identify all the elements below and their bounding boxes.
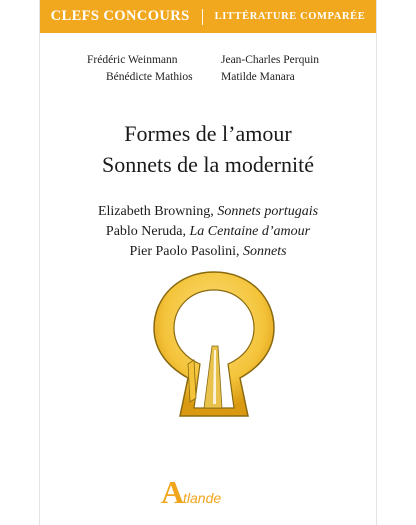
series-banner xyxy=(40,0,376,33)
work-title: La Centaine d’amour xyxy=(189,224,311,239)
keyhole-icon xyxy=(144,268,284,420)
author-name: Matilde Manara xyxy=(221,71,295,83)
work-title: Sonnets xyxy=(243,244,287,259)
publisher-logo xyxy=(161,474,261,512)
work-entry xyxy=(40,202,376,222)
work-author: Pier Paolo Pasolini, xyxy=(129,244,243,259)
title-line: Formes de l’amour xyxy=(124,121,292,146)
work-entry xyxy=(40,242,376,262)
publisher-name: tlande xyxy=(183,490,222,506)
series-name: CLEFS CONCOURS xyxy=(50,8,190,24)
title-line: Sonnets de la modernité xyxy=(101,152,314,177)
banner-divider xyxy=(202,9,203,25)
work-author: Elizabeth Browning, xyxy=(97,204,218,219)
author-name: Bénédicte Mathios xyxy=(106,71,193,83)
works-list xyxy=(40,202,376,262)
work-entry xyxy=(40,222,376,242)
author-name: Frédéric Weinmann xyxy=(87,54,178,66)
book-cover xyxy=(39,0,377,525)
book-title xyxy=(40,118,376,180)
work-author: Pablo Neruda, xyxy=(105,224,190,239)
publisher-initial: A xyxy=(161,474,185,510)
author-name: Jean-Charles Perquin xyxy=(221,54,320,66)
work-title: Sonnets portugais xyxy=(217,204,319,219)
collection-name: LITTÉRATURE COMPARÉE xyxy=(214,11,366,22)
